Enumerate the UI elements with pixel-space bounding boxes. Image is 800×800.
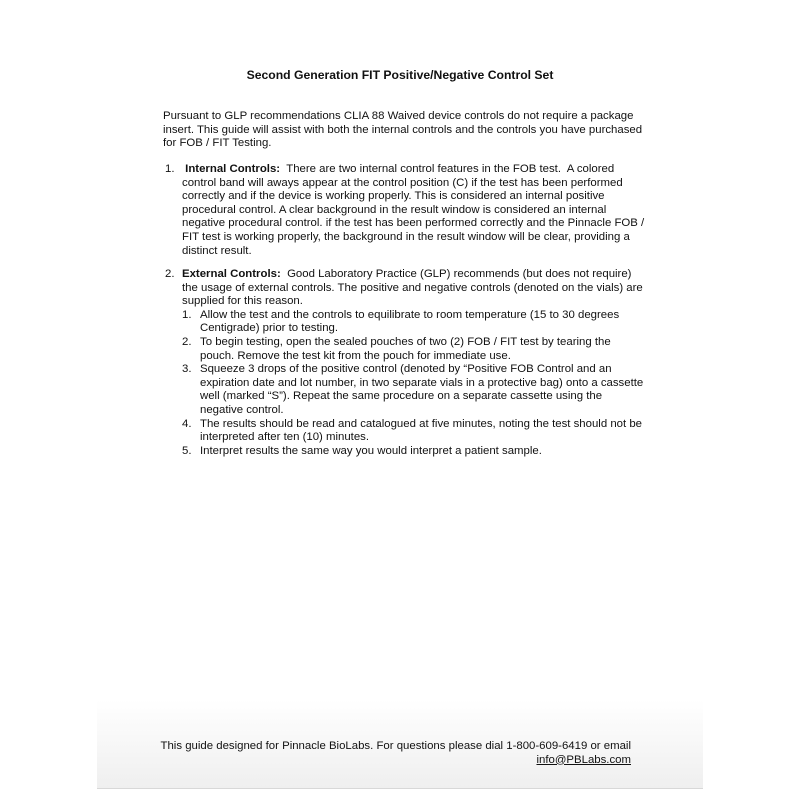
sub-step-line: interpreted after ten (10) minutes. [200, 431, 370, 444]
sub-step-line: negative control. [200, 403, 284, 416]
item-external-controls [165, 268, 644, 458]
sub-step-line: pouch. Remove the test kit from the pouch for immediate use. [200, 349, 511, 362]
sub-step-line: Squeeze 3 drops of the positive control (denoted by “Positive FOB Control and an [200, 363, 612, 376]
sub-step-number: 3. [182, 363, 192, 376]
item-line: correctly and if the device is working properly. This is considered an internal positive [182, 190, 605, 203]
intro-line: for FOB / FIT Testing. [163, 137, 272, 150]
item-line: procedural control. A clear background in the result window is considered an internal [182, 203, 607, 216]
item-line: supplied for this reason. [182, 295, 303, 308]
document-title: Second Generation FIT Positive/Negative Control Set [246, 68, 554, 82]
sub-step-number: 4. [182, 417, 192, 430]
intro-line: insert. This guide will assist with both the internal controls and the controls you have purchased [163, 123, 643, 136]
item-line: negative procedural control. if the test has been performed correctly and the Pinnacle FOB / [182, 217, 645, 230]
sub-step [182, 444, 661, 459]
email-link[interactable]: info@PBLabs.com [536, 753, 631, 766]
sub-step-line: To begin testing, open the sealed pouches of two (2) FOB / FIT test by tearing the [200, 335, 611, 348]
sub-step-number: 2. [182, 335, 192, 348]
sub-step [182, 363, 661, 417]
item-line: the usage of external controls. The positive and negative controls (denoted on the vials) are [182, 281, 643, 294]
sub-step [182, 417, 661, 445]
item-internal-controls [165, 163, 645, 258]
sub-step [182, 335, 661, 363]
item-number: 2. [165, 268, 175, 280]
sub-step-line: Centigrade) prior to testing. [200, 322, 339, 335]
item-label: External Controls: [182, 268, 281, 280]
sub-step-line: Allow the test and the controls to equilibrate to room temperature (15 to 30 degrees [200, 308, 620, 321]
item-line: FIT test is working properly, the background in the result window will be clear, providing a [182, 230, 630, 243]
footer [161, 740, 631, 767]
item-label: Internal Controls: [185, 163, 281, 175]
intro-line: Pursuant to GLP recommendations CLIA 88 Waived device controls do not require a package [163, 110, 634, 122]
sub-step-line: Interpret results the same way you would interpret a patient sample. [200, 444, 542, 457]
sub-step [182, 308, 661, 336]
sub-step-line: The results should be read and catalogued at five minutes, noting the test should not be [200, 417, 642, 430]
item-number: 1. [165, 163, 175, 175]
footer-text: This guide designed for Pinnacle BioLabs. For questions please dial 1-800-609-6419 or email [160, 740, 631, 752]
sub-step-line: expiration date and lot number, in two separate vials in a protective bag) onto a cassette [200, 376, 644, 389]
item-line: Good Laboratory Practice (GLP) recommends (but does not require) [280, 268, 632, 280]
sub-step-number: 5. [182, 444, 192, 457]
item-line: There are two internal control features in the FOB test. A colored [280, 163, 615, 175]
intro-paragraph [163, 110, 642, 151]
sub-step-number: 1. [182, 308, 192, 321]
item-line: distinct result. [182, 244, 252, 257]
item-line: control band will aways appear at the control position (C) if the test has been performed [182, 176, 623, 189]
sub-step-line: well (marked “S”). Repeat the same procedure on a separate cassette using the [200, 390, 603, 403]
